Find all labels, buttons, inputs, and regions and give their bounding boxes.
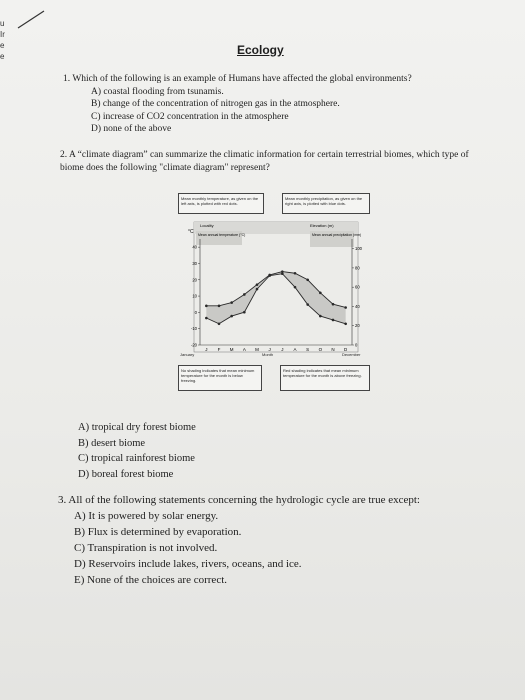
question-3-choices	[74, 508, 498, 588]
precipitation-point	[344, 323, 347, 326]
right-tick-label: 0	[355, 342, 358, 348]
right-tick-label: 20	[355, 323, 360, 329]
temperature-point	[319, 292, 322, 295]
callout-temperature: Mean monthly temperature, as given on the left axis, is plotted with red dots.	[178, 193, 264, 214]
left-tick-label: -10	[190, 326, 197, 332]
month-tick-label: M	[229, 347, 234, 352]
question-2	[60, 149, 480, 174]
question-2-choices	[78, 420, 196, 482]
mean-annual-temp-label: Mean annual temperature (°C)	[198, 233, 246, 237]
choice-d[interactable]: D) Reservoirs include lakes, rivers, oceans, and ice.	[74, 558, 302, 570]
locality-label: Locality	[200, 223, 214, 228]
temperature-point	[243, 293, 246, 296]
question-1	[63, 73, 483, 136]
choice-e[interactable]: E) None of the choices are correct.	[74, 574, 228, 586]
month-tick-label: A	[242, 347, 246, 352]
january-caption: January	[180, 352, 195, 357]
left-tick-label: 40	[192, 244, 197, 250]
pen-mark	[16, 8, 46, 30]
temperature-point	[256, 283, 259, 286]
elevation-label: Elevation (m)	[310, 223, 334, 228]
choice-b[interactable]: B) desert biome	[78, 437, 146, 449]
right-tick-label: 60	[355, 284, 360, 290]
month-tick-label: D	[344, 347, 348, 352]
precipitation-point	[306, 303, 309, 306]
month-tick-label: N	[331, 347, 335, 352]
choice-b[interactable]: B) change of the concentration of nitrogen gas in the atmosphere.	[91, 99, 340, 109]
left-tick-label: 10	[192, 293, 197, 299]
left-tick-label: 0	[194, 309, 197, 315]
callout-precipitation: Mean monthly precipitation, as given on the right axis, is plotted with blue dots.	[282, 193, 370, 214]
temperature-point	[230, 301, 233, 304]
question-3-prompt: 3. All of the following statements concerning the hydrologic cycle are true except:	[58, 494, 420, 506]
precipitation-point	[281, 272, 284, 275]
month-tick-label: F	[217, 347, 221, 352]
margin-mark: e	[0, 52, 5, 61]
margin-mark: Ir	[0, 30, 5, 39]
choice-a[interactable]: A) tropical dry forest biome	[78, 422, 196, 433]
precipitation-point	[205, 317, 208, 320]
temperature-point	[332, 303, 335, 306]
left-tick-label: -20	[190, 342, 197, 348]
temperature-point	[306, 278, 309, 281]
month-tick-label: A	[293, 347, 297, 352]
temperature-point	[218, 305, 221, 308]
precipitation-point	[319, 315, 322, 318]
left-unit-label: °C	[188, 229, 194, 235]
page-title: Ecology	[237, 43, 284, 57]
climate-diagram	[170, 187, 378, 402]
margin-marks	[0, 18, 14, 98]
precipitation-point	[256, 288, 259, 291]
precipitation-point	[294, 286, 297, 289]
precipitation-point	[243, 311, 246, 314]
question-2-prompt: 2. A “climate diagram” can summarize the climatic information for certain terrestrial biomes, which type of biome does the following "climate diagram" represent?	[60, 150, 469, 173]
left-tick-label: 30	[192, 260, 197, 266]
mean-annual-precip-label: Mean annual precipitation (mm)	[312, 233, 362, 237]
choice-b[interactable]: B) Flux is determined by evaporation.	[74, 526, 242, 538]
right-tick-label: 80	[355, 265, 360, 271]
month-tick-label: J	[268, 347, 271, 352]
choice-d[interactable]: D) boreal forest biome	[78, 468, 174, 480]
month-caption: Month	[262, 352, 274, 357]
choice-c[interactable]: C) Transpiration is not involved.	[74, 542, 218, 554]
month-tick-label: M	[255, 347, 259, 352]
right-tick-label: 100	[355, 246, 362, 252]
left-tick-label: 20	[192, 277, 197, 283]
question-3	[58, 492, 498, 588]
precipitation-point	[268, 274, 271, 277]
month-tick-label: J	[205, 347, 208, 352]
margin-mark: u	[0, 19, 5, 28]
note-red-shading: Red shading indicates that mean minimum temperature for the month is above freezing.	[280, 365, 370, 391]
precipitation-point	[332, 319, 335, 322]
month-tick-label: O	[318, 347, 323, 352]
choice-c[interactable]: C) tropical rainforest biome	[78, 453, 195, 464]
temperature-point	[344, 306, 347, 309]
margin-mark: e	[0, 41, 5, 50]
question-1-prompt: 1. Which of the following is an example of Humans have affected the global environments?	[63, 74, 412, 84]
note-no-shading: No shading indicates that mean minimum temperature for the month is below freezing.	[178, 365, 262, 391]
choice-a[interactable]: A) It is powered by solar energy.	[74, 510, 219, 522]
question-1-choices	[91, 86, 483, 136]
climate-chart	[170, 217, 378, 387]
december-caption: December	[342, 352, 361, 357]
month-tick-label: J	[281, 347, 284, 352]
choice-c[interactable]: C) increase of CO2 concentration in the atmosphere	[91, 111, 289, 122]
precipitation-point	[218, 323, 221, 326]
temperature-point	[294, 272, 297, 275]
right-tick-label: 40	[355, 303, 360, 309]
choice-d[interactable]: D) none of the above	[91, 124, 172, 134]
precipitation-point	[230, 315, 233, 318]
month-axis-captions	[176, 352, 376, 360]
temperature-point	[205, 305, 208, 308]
choice-a[interactable]: A) coastal flooding from tsunamis.	[91, 86, 224, 97]
month-tick-label: S	[306, 347, 310, 352]
